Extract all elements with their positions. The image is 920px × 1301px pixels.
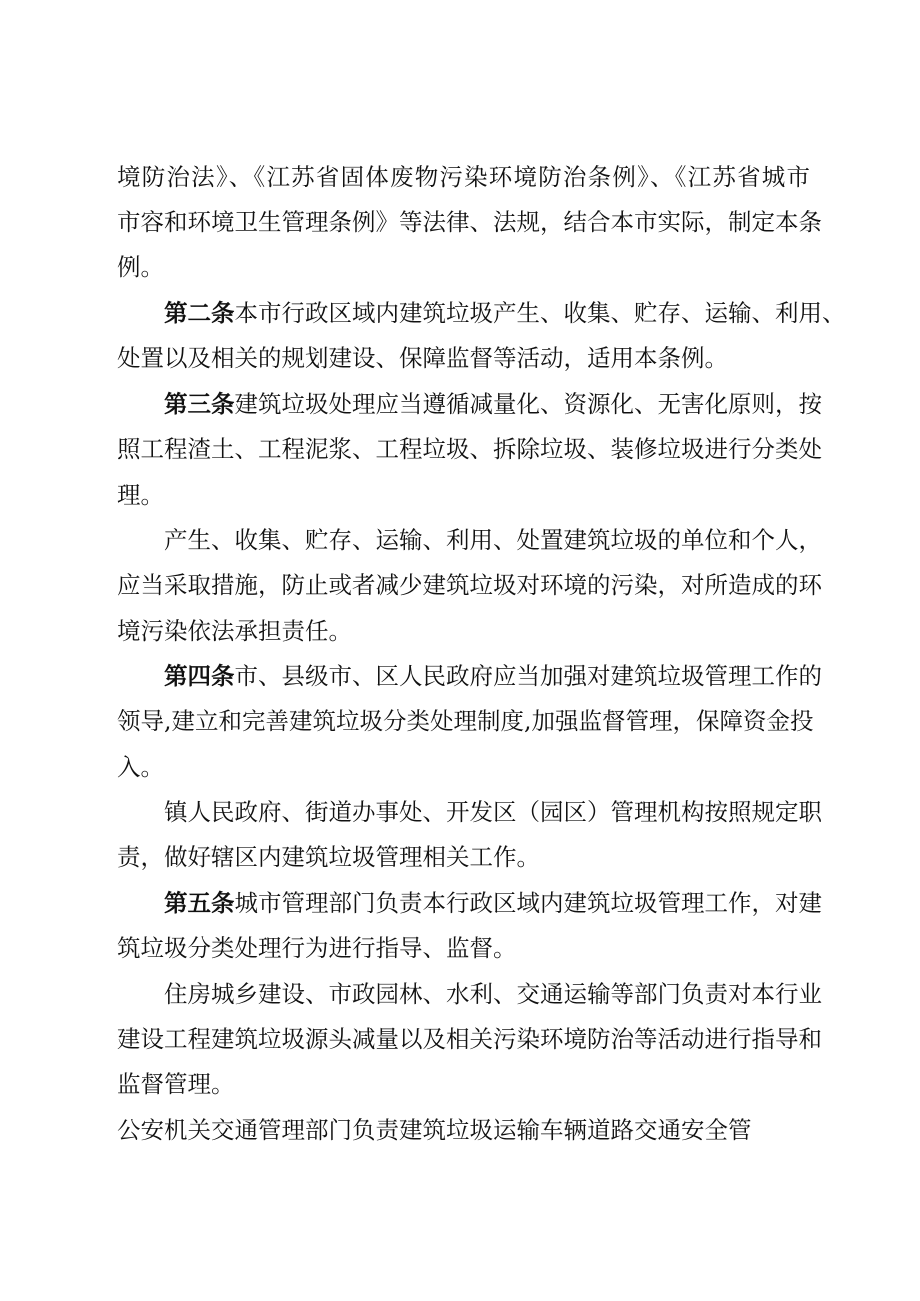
text-line: 城市管理部门负责本行政区域内建筑垃圾管理工作，对建 (234, 889, 822, 917)
text-line: 市容和环境卫生管理条例》等法律、法规，结合本市实际，制定本条 (117, 208, 822, 236)
text-line: 理。 (117, 481, 164, 509)
text-line: 例。 (117, 253, 164, 281)
article-line (164, 661, 822, 691)
text-line: 镇人民政府、街道办事处、开发区（园区）管理机构按照规定职 (164, 798, 822, 826)
text-line: 照工程渣土、工程泥浆、工程垃圾、拆除垃圾、装修垃圾进行分类处 (117, 435, 822, 463)
text-line: 责，做好辖区内建筑垃圾管理相关工作。 (117, 843, 540, 871)
text-line: 住房城乡建设、市政园林、水利、交通运输等部门负责对本行业 (164, 980, 822, 1008)
text-line: 处置以及相关的规划建设、保障监督等活动，适用本条例。 (117, 344, 728, 372)
article-line (164, 888, 822, 918)
text-line: 市、县级市、区人民政府应当加强对建筑垃圾管理工作的 (234, 662, 822, 690)
text-line: 入。 (117, 753, 164, 781)
article-line (164, 298, 846, 328)
article-heading: 第二条 (164, 299, 235, 327)
text-line: 公安机关交通管理部门负责建筑垃圾运输车辆道路交通安全管 (117, 1116, 752, 1144)
text-line: 境防治法》、《江苏省固体废物污染环境防治条例》、《江苏省城市 (117, 163, 810, 191)
text-line: 应当采取措施，防止或者减少建筑垃圾对环境的污染，对所造成的环 (117, 571, 822, 599)
text-line: 监督管理。 (117, 1070, 235, 1098)
text-line: 建设工程建筑垃圾源头减量以及相关污染环境防治等活动进行指导和 (117, 1025, 822, 1053)
article-heading: 第三条 (164, 390, 235, 418)
article-line (164, 389, 822, 419)
text-line: 筑垃圾分类处理行为进行指导、监督。 (117, 934, 517, 962)
text-line: 本市行政区域内建筑垃圾产生、收集、贮存、运输、利用、 (234, 299, 846, 327)
text-line: 境污染依法承担责任。 (117, 617, 352, 645)
article-heading: 第四条 (164, 662, 235, 690)
text-line: 产生、收集、贮存、运输、利用、处置建筑垃圾的单位和个人， (164, 526, 822, 554)
text-line: 领导,建立和完善建筑垃圾分类处理制度,加强监督管理，保障资金投 (117, 707, 814, 735)
text-line: 建筑垃圾处理应当遵循减量化、资源化、无害化原则，按 (234, 390, 822, 418)
article-heading: 第五条 (164, 889, 235, 917)
